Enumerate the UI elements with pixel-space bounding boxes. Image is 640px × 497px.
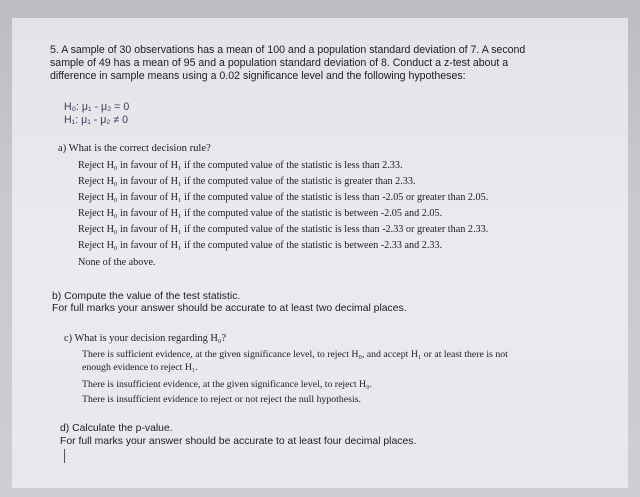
part-a-option-7[interactable]: None of the above.	[78, 257, 156, 268]
part-a-title: a) What is the correct decision rule?	[58, 143, 211, 154]
part-a-option-2[interactable]: Reject H₀ in favour of H₁ if the computed value of the statistic is greater than 2.33.	[78, 176, 416, 187]
null-hypothesis: H₀: μ₁ - μ₂ = 0	[64, 101, 130, 113]
question-text-line-2: sample of 49 has a mean of 95 and a population standard deviation of 8. Conduct a z-test about a	[50, 57, 509, 69]
part-a-option-5[interactable]: Reject H₀ in favour of H₁ if the computed value of the statistic is less than -2.33 or greater than 2.33.	[78, 224, 489, 235]
part-a-option-3[interactable]: Reject H₀ in favour of H₁ if the computed value of the statistic is less than -2.05 or greater than 2.05.	[78, 192, 489, 203]
question-text-line-3: difference in sample means using a 0.02 significance level and the following hypotheses:	[50, 70, 466, 82]
part-a-option-1[interactable]: Reject H₀ in favour of H₁ if the computed value of the statistic is less than 2.33.	[78, 160, 403, 171]
document-page	[12, 18, 628, 488]
part-c-option-2[interactable]: There is insufficient evidence, at the given significance level, to reject H₀.	[82, 379, 372, 390]
part-a-option-6[interactable]: Reject H₀ in favour of H₁ if the computed value of the statistic is between -2.33 and 2.33.	[78, 240, 443, 251]
part-b-title: b) Compute the value of the test statistic.	[52, 291, 241, 302]
part-b-note: For full marks your answer should be accurate to at least two decimal places.	[52, 303, 407, 314]
part-a-option-4[interactable]: Reject H₀ in favour of H₁ if the computed value of the statistic is between -2.05 and 2.05.	[78, 208, 443, 219]
part-d-note: For full marks your answer should be accurate to at least four decimal places.	[60, 436, 417, 447]
alternative-hypothesis: H₁: μ₁ - μ₂ ≠ 0	[64, 114, 129, 126]
part-c-option-3[interactable]: There is insufficient evidence to reject or not reject the null hypothesis.	[82, 394, 361, 405]
part-c-option-1[interactable]: There is sufficient evidence, at the given significance level, to reject H₀, and accept H₁ or at least there is not	[82, 349, 508, 360]
part-d-title: d) Calculate the p-value.	[60, 423, 173, 434]
part-c-title: c) What is your decision regarding H₀?	[64, 333, 227, 344]
part-c-option-1-continued[interactable]: enough evidence to reject H₁.	[82, 362, 198, 373]
question-text-line-1: 5. A sample of 30 observations has a mean of 100 and a population standard deviation of 7. A second	[50, 44, 526, 56]
text-cursor[interactable]	[64, 449, 65, 463]
